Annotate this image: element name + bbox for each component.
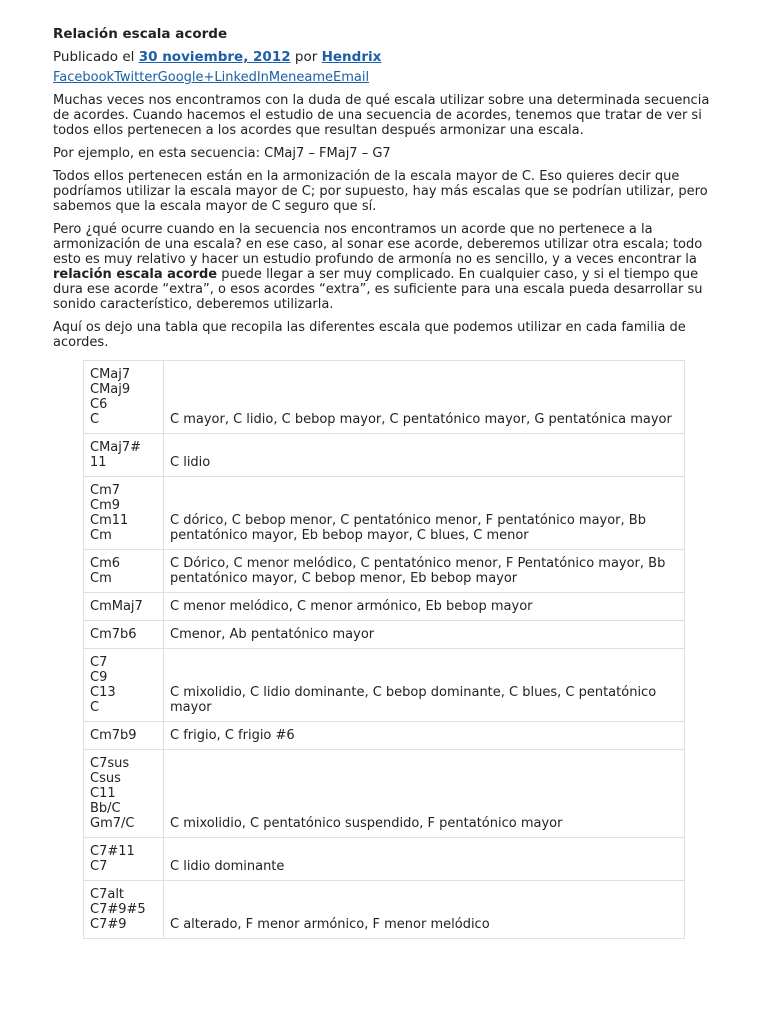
paragraph-example: Por ejemplo, en esta secuencia: CMaj7 – FMaj7 – G7 [53, 146, 391, 161]
scales-cell: C dórico, C bebop menor, C pentatónico menor, F pentatónico mayor, Bb pentatónico mayor, Eb bebop mayor, C blues, C menor [164, 477, 685, 550]
chord-name: Cm7b6 [90, 627, 137, 642]
table-body [84, 361, 685, 939]
table-row [84, 649, 685, 722]
chord-name: C7 [90, 859, 108, 874]
para4-text-after: puede llegar a ser muy complicado. En cualquier caso, y si el tiempo que dura ese acorde “extra”, o esos acordes “extra”, es suficiente para una escala pueda desarrollar su sonido característico, deberemos utilizarla. [53, 267, 703, 312]
chord-name: C7#11 [90, 844, 135, 859]
paragraph-extra-chords [53, 222, 713, 312]
chord-name: CmMaj7 [90, 599, 143, 614]
chord-name: Gm7/C [90, 816, 135, 831]
chord-name: C6 [90, 397, 108, 412]
table-row [84, 477, 685, 550]
scales-cell: C mayor, C lidio, C bebop mayor, C pentatónico mayor, G pentatónica mayor [164, 361, 685, 434]
paragraph-intro: Muchas veces nos encontramos con la duda de qué escala utilizar sobre una determinada secuencia de acordes. Cuando hacemos el estudio de una secuencia de acordes, tenemos que tratar de ver si todos ellos pertenecen a los acordes que resultan después armonizar una escala. [53, 93, 710, 138]
chord-name: Cm11 [90, 513, 129, 528]
share-twitter-link[interactable]: Twitter [114, 70, 158, 85]
chord-cell [84, 477, 164, 550]
chord-cell [84, 550, 164, 593]
table-row [84, 722, 685, 750]
scales-cell: C lidio dominante [164, 838, 685, 881]
chord-name: Cm7 [90, 483, 121, 498]
chord-cell [84, 722, 164, 750]
scales-cell: C menor melódico, C menor armónico, Eb bebop mayor [164, 593, 685, 621]
chord-cell [84, 838, 164, 881]
chord-cell [84, 881, 164, 939]
meta-by: por [294, 49, 318, 65]
para4-text-before: Pero ¿qué ocurre cuando en la secuencia nos encontramos un acorde que no pertenece a la armonización de una escala? en ese caso, al sonar ese acorde, deberemos utilizar otra escala; todo esto es muy relativo y hacer un estudio profundo de armonía no es sencillo, y a veces encontrar la [53, 222, 703, 267]
scales-cell: Cmenor, Ab pentatónico mayor [164, 621, 685, 649]
table-row [84, 838, 685, 881]
chord-name: C11 [90, 786, 116, 801]
chord-name: Cm [90, 528, 112, 543]
chord-name: Cm9 [90, 498, 121, 513]
chord-name: Bb/C [90, 801, 121, 816]
share-facebook-link[interactable]: Facebook [53, 70, 115, 85]
table-row [84, 621, 685, 649]
chord-name: Cm6 [90, 556, 121, 571]
chord-name: 11 [90, 455, 107, 470]
share-linkedin-link[interactable]: LinkedIn [214, 70, 269, 85]
share-links [53, 70, 713, 86]
table-row [84, 593, 685, 621]
chord-name: C9 [90, 670, 108, 685]
chord-cell [84, 750, 164, 838]
chord-name: C7sus [90, 756, 130, 771]
scales-cell: C frigio, C frigio #6 [164, 722, 685, 750]
paragraph-table-intro: Aquí os dejo una tabla que recopila las diferentes escala que podemos utilizar en cada familia de acordes. [53, 320, 686, 350]
table-row [84, 361, 685, 434]
scales-cell: C Dórico, C menor melódico, C pentatónico menor, F Pentatónico mayor, Bb pentatónico mayor, C bebop menor, Eb bebop mayor [164, 550, 685, 593]
scales-cell: C mixolidio, C lidio dominante, C bebop dominante, C blues, C pentatónico mayor [164, 649, 685, 722]
chord-name: C7#9#5 [90, 902, 146, 917]
post-date-link[interactable]: 30 noviembre, 2012 [138, 49, 291, 65]
table-row [84, 881, 685, 939]
para4-bold-term: relación escala acorde [53, 267, 218, 282]
chord-cell [84, 593, 164, 621]
chord-cell [84, 361, 164, 434]
article [53, 26, 713, 939]
chord-name: C7 [90, 655, 108, 670]
chord-name: C [90, 412, 100, 427]
article-title: Relación escala acorde [53, 26, 228, 42]
post-meta [53, 49, 713, 66]
chord-name: CMaj7 [90, 367, 131, 382]
chord-name: C7alt [90, 887, 125, 902]
chord-name: C [90, 700, 100, 715]
share-email-link[interactable]: Email [333, 70, 370, 85]
scales-cell: C mixolidio, C pentatónico suspendido, F pentatónico mayor [164, 750, 685, 838]
paragraph-harmonization: Todos ellos pertenecen están en la armonización de la escala mayor de C. Eso quieres decir que podríamos utilizar la escala mayor de C; por supuesto, hay más escalas que se podrían utilizar, pero sabemos que la escala mayor de C seguro que sí. [53, 169, 708, 214]
scales-cell: C alterado, F menor armónico, F menor melódico [164, 881, 685, 939]
author-link[interactable]: Hendrix [321, 49, 382, 65]
meta-prefix: Publicado el [53, 49, 135, 65]
chord-name: Csus [90, 771, 121, 786]
share-googleplus-link[interactable]: Google+ [157, 70, 215, 85]
scales-cell: C lidio [164, 434, 685, 477]
table-row [84, 750, 685, 838]
chord-name: Cm7b9 [90, 728, 137, 743]
chord-cell [84, 649, 164, 722]
table-row [84, 434, 685, 477]
chord-cell [84, 434, 164, 477]
chord-scale-table [83, 360, 685, 939]
chord-name: CMaj9 [90, 382, 131, 397]
chord-name: CMaj7# [90, 440, 142, 455]
chord-name: C7#9 [90, 917, 127, 932]
chord-cell [84, 621, 164, 649]
chord-name: C13 [90, 685, 116, 700]
table-row [84, 550, 685, 593]
share-meneame-link[interactable]: Meneame [268, 70, 333, 85]
chord-name: Cm [90, 571, 112, 586]
